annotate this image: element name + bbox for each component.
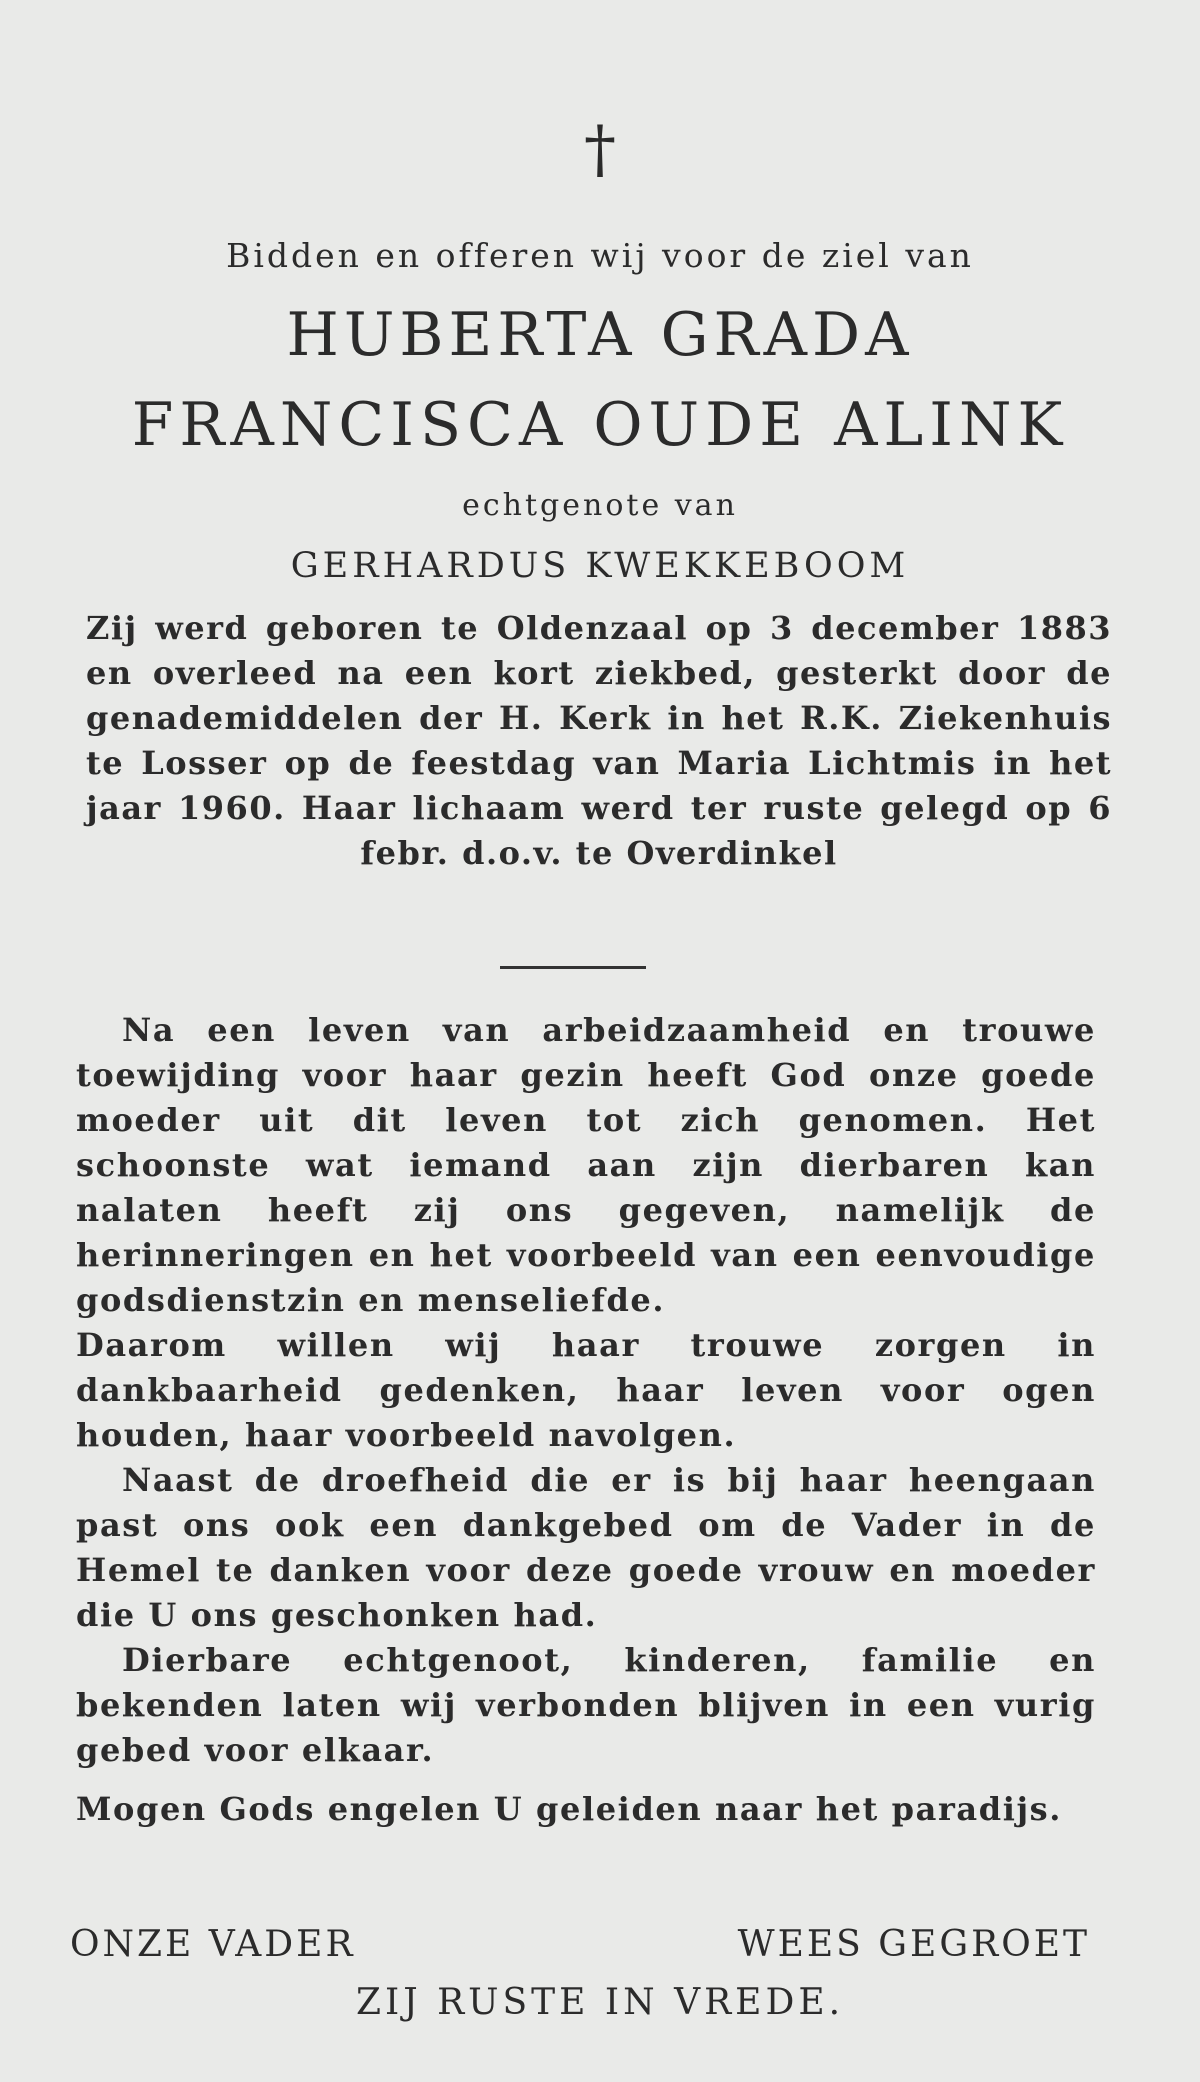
prayer-hail-mary: WEES GEGROET (737, 1924, 1090, 1965)
prayer-our-father: ONZE VADER (70, 1924, 356, 1965)
paragraph: Mogen Gods engelen U geleiden naar het paradijs. (76, 1790, 1063, 1828)
paragraph: Dierbare echtgenoot, kinderen, familie en bekenden laten wij verbonden blijven in een vurig gebed voor elkaar. (76, 1641, 1096, 1769)
spouse-name: GERHARDUS KWEKKEBOOM (290, 546, 910, 586)
intro-line: Bidden en offeren wij voor de ziel van (226, 236, 974, 275)
divider (500, 966, 646, 969)
paragraph: Daarom willen wij haar trouwe zorgen in dankbaarheid gedenken, haar leven voor ogen houden, haar voorbeeld navolgen. (76, 1326, 1096, 1454)
prayer-row (70, 1924, 1090, 1965)
latin-cross-icon: † (584, 113, 616, 187)
memorial-text (76, 1008, 1096, 1832)
closing-line: ZIJ RUSTE IN VREDE. (355, 1982, 845, 2023)
paragraph: Naast de droefheid die er is bij haar heengaan past ons ook een dankgebed om de Vader in de Hemel te danken voor deze goede vrouw en moeder die U ons geschonken had. (76, 1461, 1096, 1634)
spouse-label: echtgenote van (462, 488, 738, 523)
biography: Zij werd geboren te Oldenzaal op 3 december 1883 en overleed na een kort ziekbed, gesterkt door de genademiddelen der H. Kerk in het R.K. Ziekenhuis te Losser op de feestdag van Maria Lichtmis in het jaar 1960. Haar lichaam werd ter ruste gelegd op 6 febr. d.o.v. te Overdinkel (86, 609, 1112, 872)
paragraph: Na een leven van arbeidzaamheid en trouwe toewijding voor haar gezin heeft God onze goede moeder uit dit leven tot zich genomen. Het schoonste wat iemand aan zijn dierbaren kan nalaten heeft zij ons gegeven, namelijk de herinneringen en het voorbeeld van een eenvoudige godsdienstzin en menseliefde. (76, 1011, 1096, 1319)
deceased-name-line1: HUBERTA GRADA (286, 300, 914, 370)
deceased-name-line2: FRANCISCA OUDE ALINK (131, 390, 1069, 460)
